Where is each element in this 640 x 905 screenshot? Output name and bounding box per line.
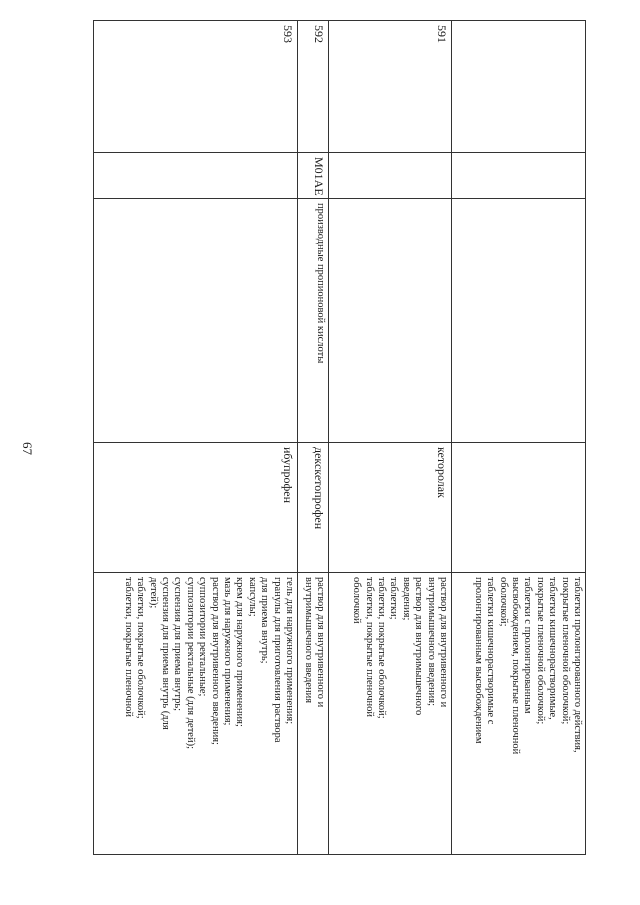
dosage-form-line: суспензия для приема внутрь; — [172, 577, 184, 712]
dosage-form-line: таблетки, покрытые оболочкой; — [375, 577, 387, 719]
dosage-form-line: таблетки кишечнорастворимые с — [485, 577, 497, 725]
rotated-page — [94, 20, 586, 854]
group-name-cell — [452, 199, 586, 443]
dosage-form-line: таблетки пролонгированного действия, — [572, 577, 583, 753]
dosage-forms-cell — [329, 573, 452, 855]
dosage-form-line: покрытые пленочной оболочкой; — [534, 577, 546, 725]
atc-code-cell — [329, 153, 452, 199]
dosage-form-line: мазь для наружного применения; — [221, 577, 233, 726]
atc-code-cell — [452, 153, 586, 199]
dosage-form-line: введения; — [400, 577, 412, 621]
dosage-form-line: для приема внутрь; — [259, 577, 271, 664]
dosage-form-line: капсулы; — [246, 577, 258, 617]
dosage-form-line: таблетки; — [388, 577, 400, 620]
row-number-cell: 592 — [298, 21, 329, 153]
dosage-forms-cell — [298, 573, 329, 855]
dosage-form-line: суппозитории ректальные; — [197, 577, 209, 697]
dosage-form-line: высвобождением, покрытые пленочной — [509, 577, 521, 755]
drug-name-cell — [452, 443, 586, 573]
row-number-cell: 591 — [329, 21, 452, 153]
table-row — [329, 21, 452, 855]
dosage-form-line: суспензия для приема внутрь (для — [159, 577, 171, 730]
dosage-form-line: раствор для внутримышечного — [413, 577, 425, 716]
atc-code-cell — [94, 153, 298, 199]
page-number: 67 — [20, 442, 35, 455]
dosage-form-line: крем для наружного применения; — [234, 577, 246, 727]
dosage-forms-cell — [94, 573, 298, 855]
dosage-form-line: раствор для внутривенного и — [315, 577, 326, 708]
table-row — [452, 21, 586, 855]
table-row — [298, 21, 329, 855]
dosage-form-line: таблетки, покрытые пленочной — [363, 577, 375, 718]
row-number-cell — [452, 21, 586, 153]
dosage-form-line: таблетки с пролонгированным — [522, 577, 534, 714]
atc-code-cell: M01AE — [298, 153, 329, 199]
dosage-form-line: гель для наружного применения; — [284, 577, 295, 725]
drug-table — [93, 20, 586, 855]
dosage-form-line: суппозитории ректальные (для детей); — [184, 577, 196, 749]
row-number-cell: 593 — [94, 21, 298, 153]
dosage-forms-cell — [452, 573, 586, 855]
dosage-form-line: раствор для внутривенного введения; — [209, 577, 221, 745]
dosage-form-line: таблетки, покрытые пленочной — [122, 577, 134, 718]
dosage-form-line: гранулы для приготовления раствора — [271, 577, 283, 743]
group-name-cell: производные пропионовой кислоты — [298, 199, 329, 443]
dosage-form-line: внутримышечного введения — [302, 577, 314, 704]
table-row — [94, 21, 298, 855]
dosage-form-line: покрытые пленочной оболочкой; — [559, 577, 571, 725]
drug-name-cell: декскетопрофен — [298, 443, 329, 573]
dosage-form-line: раствор для внутривенного и — [438, 577, 449, 708]
dosage-form-line: пролонгированным высвобождением — [472, 577, 484, 744]
dosage-form-line: таблетки кишечнорастворимые, — [547, 577, 559, 720]
dosage-form-line: внутримышечного введения; — [425, 577, 437, 707]
group-name-cell — [94, 199, 298, 443]
table-body — [94, 21, 586, 855]
drug-name-cell: ибупрофен — [94, 443, 298, 573]
group-name-cell — [329, 199, 452, 443]
dosage-form-line: оболочкой; — [497, 577, 509, 627]
drug-name-cell: кеторолак — [329, 443, 452, 573]
dosage-form-line: оболочкой — [351, 577, 363, 624]
dosage-form-line: детей); — [147, 577, 159, 609]
dosage-form-line: таблетки, покрытые оболочкой; — [135, 577, 147, 719]
